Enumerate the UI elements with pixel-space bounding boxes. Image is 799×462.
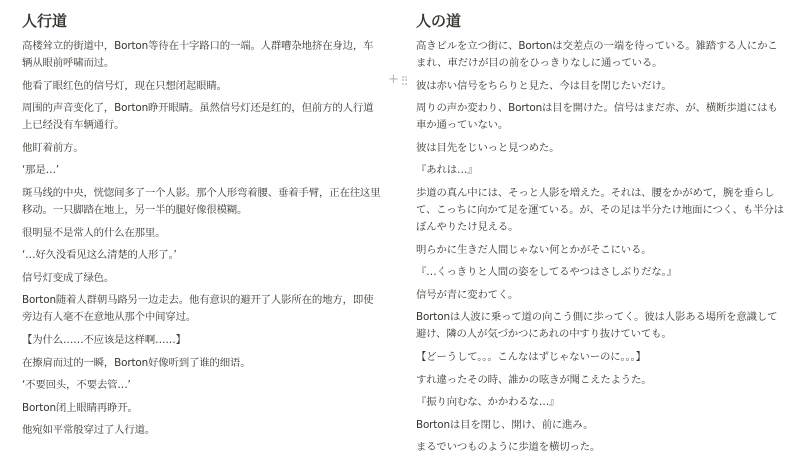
paragraph: 彼は赤い信号をちらりと見た、今は目を閉じたいだけ。 <box>416 79 672 92</box>
japanese-title: 人の道 <box>416 12 462 30</box>
paragraph: 周围的声音变化了，Borton睁开眼睛。虽然信号灯还是红的，但前方的人行道上已经没有车辆通行。 <box>22 102 374 132</box>
paragraph: 高楼耸立的街道中，Borton等待在十字路口的一端。人群嘈杂地挤在身边，车辆从眼前呼啸而过。 <box>22 40 374 69</box>
paragraph: 『あれは…』 <box>416 164 478 177</box>
paragraph: 很明显不是常人的什么在那里。 <box>22 226 166 239</box>
paragraph: まるでいつものように歩道を横切った。 <box>416 441 601 454</box>
paragraph: ‘那是…’ <box>22 164 60 177</box>
paragraph: 他盯着前方。 <box>22 141 84 154</box>
block-handle[interactable] <box>388 74 407 86</box>
paragraph: 周りの声か変わり、Bortonは目を開けた。信号はまだ赤、が、横断歩道にはも車か通っていない。 <box>416 102 778 132</box>
paragraph: 彼は目先をじいっと見つめた。 <box>416 141 560 154</box>
drag-handle-icon[interactable] <box>402 76 408 85</box>
paragraph: 【为什么……不应该是这样啊……】 <box>22 333 186 346</box>
japanese-column <box>416 10 786 462</box>
paragraph: 【どーうして。。。こんなはずじゃないーのに。。。】 <box>416 350 646 363</box>
paragraph: 信号が青に変わてく。 <box>416 288 519 301</box>
plus-icon[interactable]: + <box>388 72 399 87</box>
paragraph: 高きビルを立つ街に、Bortonは交差点の一端を待っている。雑踏する人にかこまれ、車だけが目の前をひっきりなしに通っている。 <box>416 40 778 69</box>
paragraph: 歩道の真ん中には、そっと人影を増えた。それは、腰をかがめて，腕を垂らして、こっちに向かて足を運ている。が、その足は半分たけ地面につく、も半分はぼんやりたけ見える。 <box>416 186 784 233</box>
paragraph: Bortonは人波に乗って道の向こう側に歩ってく。彼は人影ある場所を意識して避け、隣の人が気づかつにあれの中すり抜けていても。 <box>416 311 778 341</box>
chinese-title: 人行道 <box>22 12 68 30</box>
paragraph: 『…くっきりと人間の姿をしてるやつはさしぶりだな。』 <box>416 266 677 279</box>
paragraph: すれ違ったその時、誰かの呟きが聞こえたようた。 <box>416 373 652 386</box>
paragraph: Bortonは目を閉じ、開け、前に進み。 <box>416 418 594 431</box>
paragraph: Borton随着人群朝马路另一边走去。他有意识的避开了人影所在的地方，即使旁边有人毫不在意地从那个中间穿过。 <box>22 294 374 324</box>
paragraph: Borton闭上眼睛再睁开。 <box>22 401 138 414</box>
paragraph: 斑马线的中央，恍惚间多了一个人影。那个人形弯着腰、垂着手臂，正在往这里移动。一只脚踏在地上，另一半的腿好像很模糊。 <box>22 186 381 216</box>
paragraph: ‘…好久没看见这么清楚的人形了。’ <box>22 249 177 262</box>
paragraph: 『振り向むな、かかわるな…』 <box>416 396 560 409</box>
paragraph: 在擦肩而过的一瞬，Borton好像听到了谁的细语。 <box>22 356 251 369</box>
paragraph: 他宛如平常般穿过了人行道。 <box>22 424 156 437</box>
chinese-column <box>22 10 382 445</box>
paragraph: 信号灯变成了绿色。 <box>22 271 115 284</box>
paragraph: ‘不要回头，不要去管…’ <box>22 379 131 392</box>
paragraph: 明らかに生きだ人間じゃない何とかがそこにいる。 <box>416 243 652 256</box>
paragraph: 他看了眼红色的信号灯，现在只想闭起眼睛。 <box>22 79 227 92</box>
